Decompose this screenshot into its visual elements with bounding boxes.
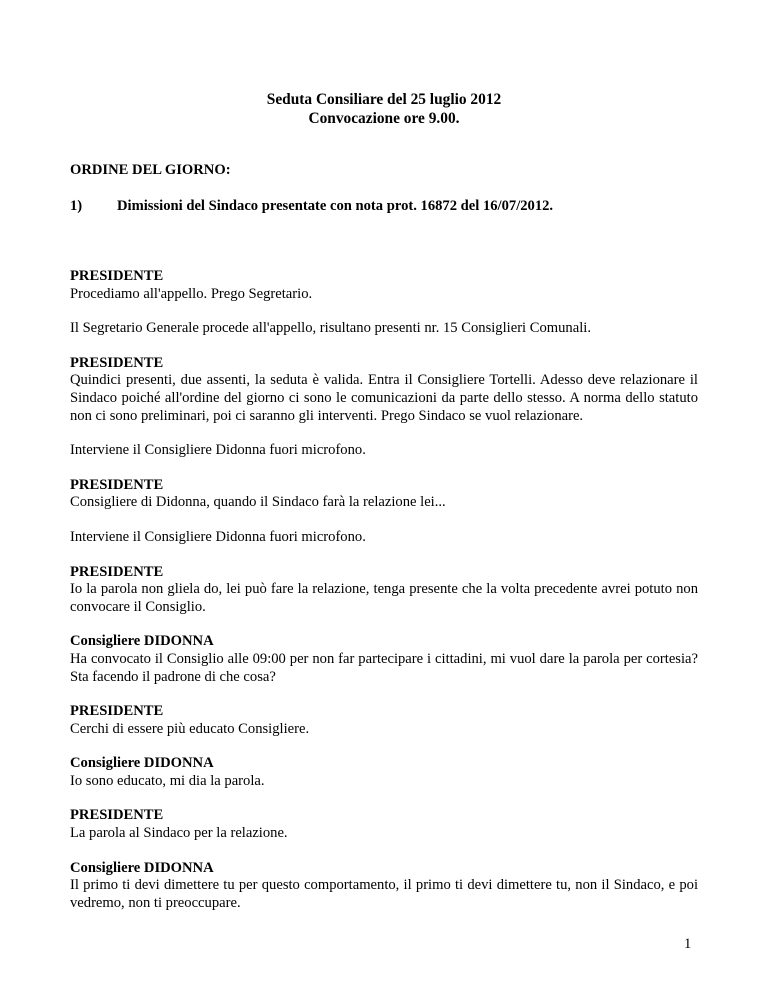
speaker-name: PRESIDENTE	[70, 476, 164, 493]
speaker-name: PRESIDENTE	[70, 354, 164, 371]
procedural-note: Interviene il Consigliere Didonna fuori microfono.	[70, 442, 366, 459]
transcript-entry	[70, 703, 698, 738]
transcript-entry	[70, 268, 698, 303]
session-title: Seduta Consiliare del 25 luglio 2012	[266, 91, 502, 108]
speech-text: Ha convocato il Consiglio alle 09:00 per non far partecipare i cittadini, mi vuol dare la parola per cortesia? Sta facendo il padrone di che cosa?	[70, 650, 698, 685]
speech-text: Cerchi di essere più educato Consigliere.	[70, 720, 310, 737]
speech-text: Io la parola non gliela do, lei può fare la relazione, tenga presente che la volta precedente avrei potuto non convocare il Consiglio.	[70, 581, 698, 615]
speech-text: La parola al Sindaco per la relazione.	[70, 825, 288, 842]
transcript-entry	[70, 564, 698, 617]
speaker-name: PRESIDENTE	[70, 807, 164, 824]
agenda-heading: ORDINE DEL GIORNO:	[70, 162, 231, 178]
speech-text: Quindici presenti, due assenti, la seduta è valida. Entra il Consigliere Tortelli. Adesso deve relazionare il Sindaco poiché all'ordine del giorno ci sono le comunicazioni da parte dello stesso. A norma dello statuto non ci sono preliminari, poi ci saranno gli interventi. Prego Sindaco se vuol relazionare.	[70, 372, 698, 424]
speech-text: Il primo ti devi dimettere tu per questo comportamento, il primo ti devi dimettere tu, non il Sindaco, e poi vedremo, non ti preoccupare.	[70, 877, 698, 911]
speaker-name: Consigliere DIDONNA	[70, 859, 214, 876]
speaker-name: Consigliere DIDONNA	[70, 755, 214, 772]
transcript-entry	[70, 355, 698, 425]
transcript-entry	[70, 807, 698, 842]
agenda-item	[70, 198, 553, 216]
speech-text: Consigliere di Didonna, quando il Sindaco farà la relazione lei...	[70, 494, 446, 511]
speaker-name: PRESIDENTE	[70, 563, 164, 580]
procedural-note: Il Segretario Generale procede all'appello, risultano presenti nr. 15 Consiglieri Comunali.	[70, 320, 591, 337]
transcript-entry	[70, 320, 698, 338]
page-number: 1	[684, 936, 692, 952]
transcript-entry	[70, 633, 698, 686]
transcript-entry	[70, 529, 698, 547]
speech-text: Io sono educato, mi dia la parola.	[70, 772, 265, 789]
transcript	[70, 268, 698, 929]
convocation-time: Convocazione ore 9.00.	[308, 110, 460, 127]
speaker-name: PRESIDENTE	[70, 703, 164, 720]
transcript-entry	[70, 860, 698, 913]
speaker-name: PRESIDENTE	[70, 268, 164, 284]
speaker-name: Consigliere DIDONNA	[70, 633, 214, 650]
transcript-entry	[70, 477, 698, 512]
agenda-item-number: 1)	[70, 198, 83, 214]
transcript-entry	[70, 442, 698, 460]
agenda-item-text: Dimissioni del Sindaco presentate con nota prot. 16872 del 16/07/2012.	[117, 198, 554, 214]
procedural-note: Interviene il Consigliere Didonna fuori microfono.	[70, 528, 366, 545]
speech-text: Procediamo all'appello. Prego Segretario.	[70, 285, 313, 302]
transcript-entry	[70, 755, 698, 790]
